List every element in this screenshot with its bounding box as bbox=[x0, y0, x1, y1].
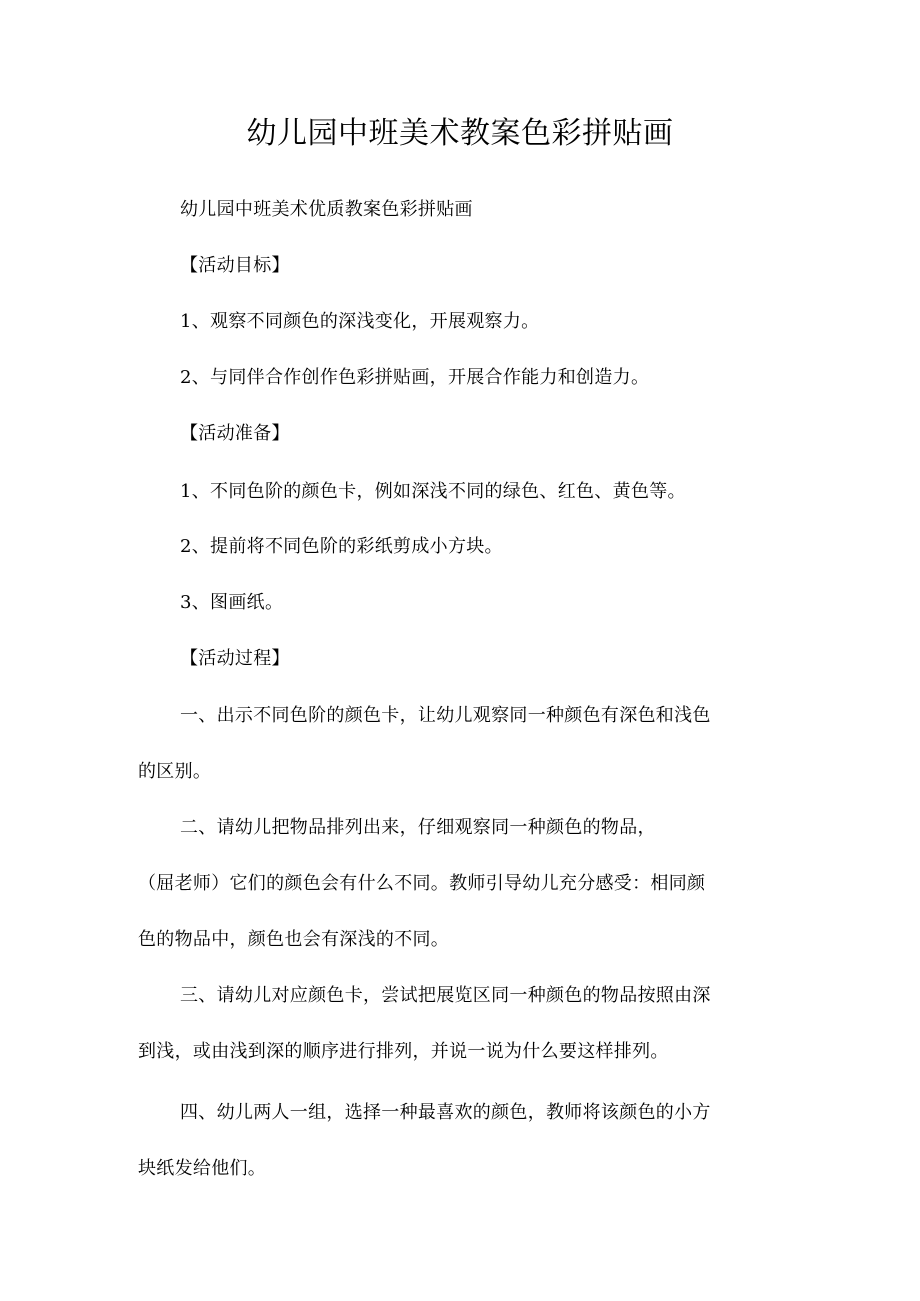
process-step-1-line-2: 的区别。 bbox=[138, 761, 212, 782]
document-subtitle: 幼儿园中班美术优质教案色彩拼贴画 bbox=[180, 199, 473, 220]
process-step-4-line-1: 四、幼儿两人一组，选择一种最喜欢的颜色，教师将该颜色的小方 bbox=[180, 1102, 711, 1123]
process-step-2-line-2: （屈老师）它们的颜色会有什么不同。教师引导幼儿充分感受：相同颜 bbox=[138, 873, 706, 894]
preparation-heading: 【活动准备】 bbox=[180, 423, 290, 444]
preparation-item-2: 2、提前将不同色阶的彩纸剪成小方块。 bbox=[180, 536, 503, 557]
preparation-item-1: 1、不同色阶的颜色卡，例如深浅不同的绿色、红色、黄色等。 bbox=[180, 481, 686, 502]
process-step-3-line-1: 三、请幼儿对应颜色卡，尝试把展览区同一种颜色的物品按照由深 bbox=[180, 985, 711, 1006]
goal-item-1: 1、观察不同颜色的深浅变化，开展观察力。 bbox=[180, 311, 540, 332]
process-step-2-line-1: 二、请幼儿把物品排列出来，仔细观察同一种颜色的物品， bbox=[180, 817, 656, 838]
process-step-3-line-2: 到浅，或由浅到深的顺序进行排列，并说一说为什么要这样排列。 bbox=[138, 1041, 669, 1062]
preparation-item-3: 3、图画纸。 bbox=[180, 592, 284, 613]
process-step-1-line-1: 一、出示不同色阶的颜色卡，让幼儿观察同一种颜色有深色和浅色 bbox=[180, 705, 711, 726]
goal-item-2: 2、与同伴合作创作色彩拼贴画，开展合作能力和创造力。 bbox=[180, 367, 650, 388]
page-title: 幼儿园中班美术教案色彩拼贴画 bbox=[246, 116, 674, 151]
process-step-4-line-2: 块纸发给他们。 bbox=[138, 1158, 267, 1179]
process-heading: 【活动过程】 bbox=[180, 648, 290, 669]
goals-heading: 【活动目标】 bbox=[180, 255, 290, 276]
process-step-2-line-3: 色的物品中，颜色也会有深浅的不同。 bbox=[138, 929, 450, 950]
